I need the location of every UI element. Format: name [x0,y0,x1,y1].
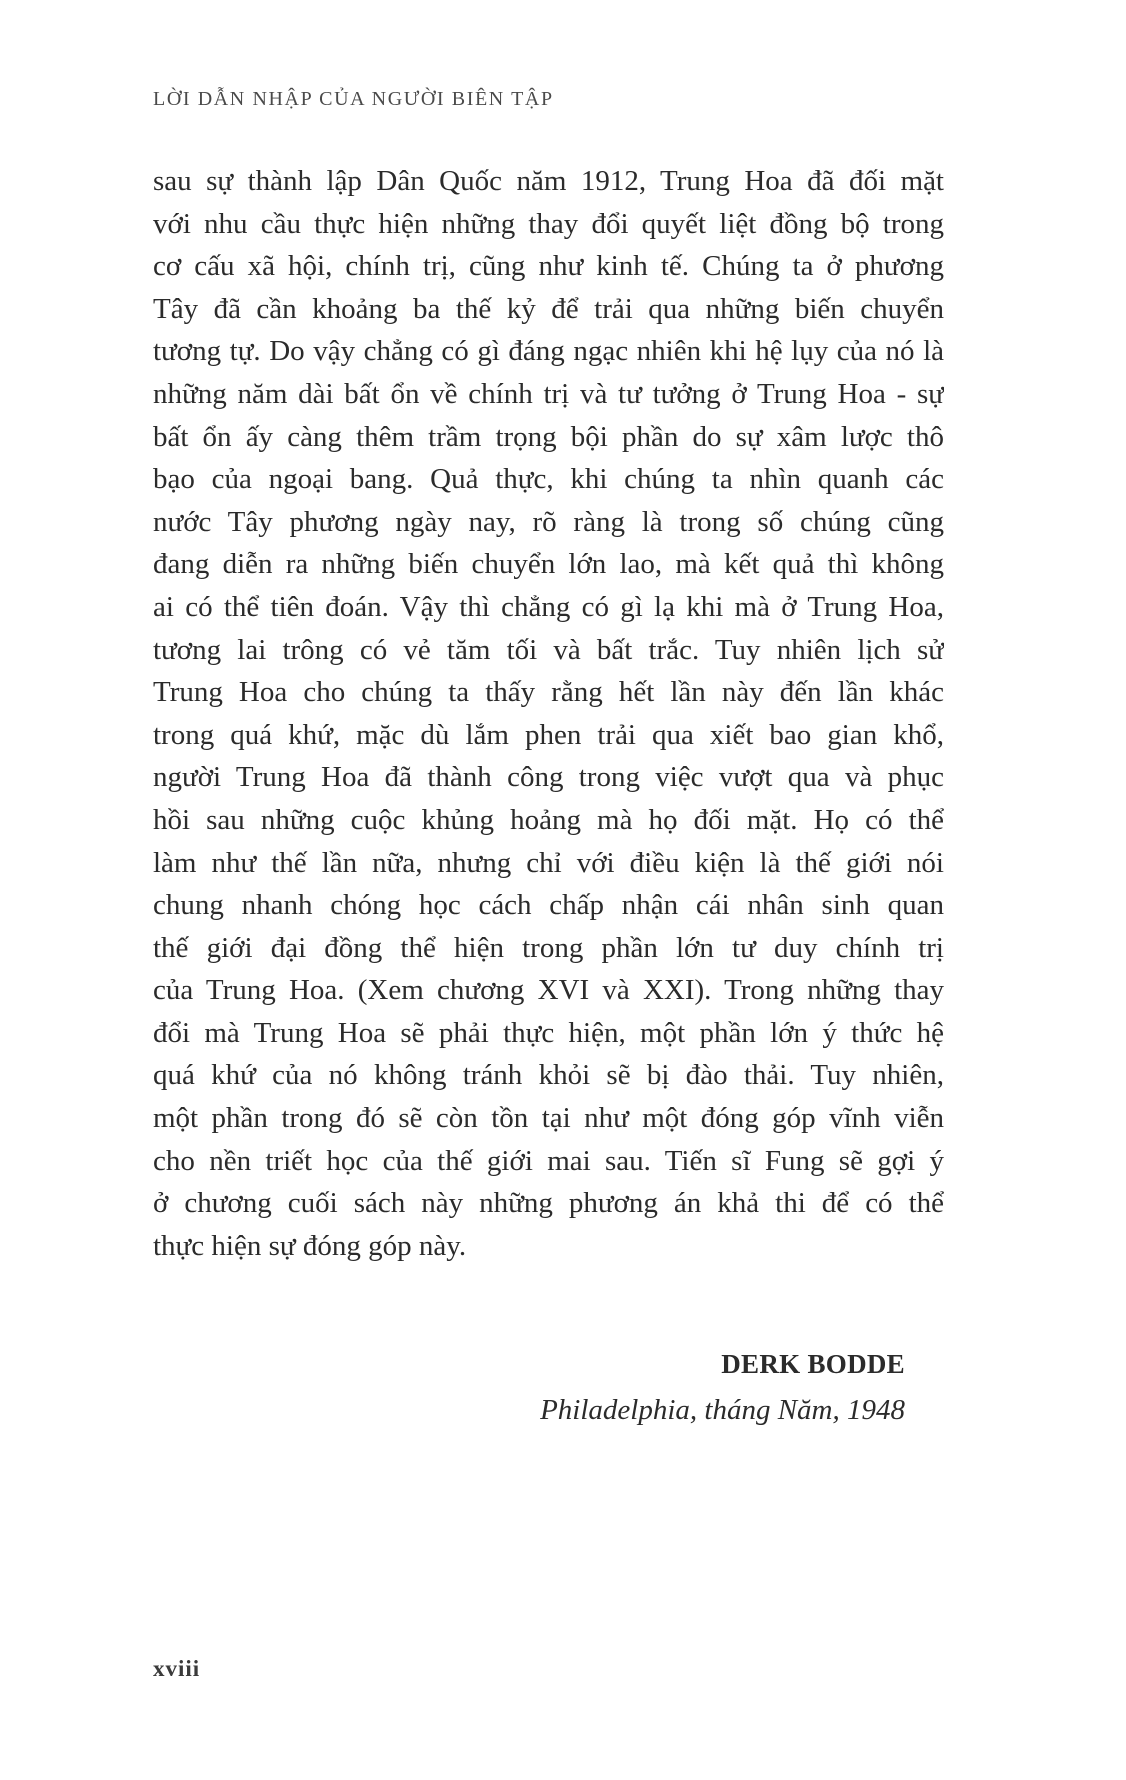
place-date: Philadelphia, tháng Năm, 1948 [540,1394,905,1426]
body-line: nước Tây phương ngày nay, rõ ràng là trong số chúng cũng [153,505,944,538]
body-line: thực hiện sự đóng góp này. [153,1229,467,1262]
body-line: những năm dài bất ổn về chính trị và tư tưởng ở Trung Hoa - sự [153,377,944,410]
body-line: đổi mà Trung Hoa sẽ phải thực hiện, một phần lớn ý thức hệ [153,1016,944,1049]
body-line: trong quá khứ, mặc dù lắm phen trải qua xiết bao gian khổ, [153,718,944,751]
body-line: một phần trong đó sẽ còn tồn tại như một đóng góp vĩnh viễn [153,1102,944,1135]
body-line: đang diễn ra những biến chuyển lớn lao, mà kết quả thì không [153,548,944,581]
body-line: Trung Hoa cho chúng ta thấy rằng hết lần này đến lần khác [153,676,944,709]
body-line: thế giới đại đồng thể hiện trong phần lớn tư duy chính trị [153,931,944,964]
body-line: người Trung Hoa đã thành công trong việc vượt qua và phục [153,761,944,794]
body-line: của Trung Hoa. (Xem chương XVI và XXI). Trong những thay [153,974,944,1007]
body-line: ở chương cuối sách này những phương án khả thi để có thể [153,1187,944,1220]
body-line: chung nhanh chóng học cách chấp nhận cái nhân sinh quan [153,889,944,922]
body-line: Tây đã cần khoảng ba thế kỷ để trải qua những biến chuyển [153,292,944,325]
body-line: cơ cấu xã hội, chính trị, cũng như kinh tế. Chúng ta ở phương [153,250,944,283]
body-line: tương lai trông có vẻ tăm tối và bất trắc. Tuy nhiên lịch sử [153,633,944,666]
signature-block [540,1344,905,1436]
body-line: cho nền triết học của thế giới mai sau. Tiến sĩ Fung sẽ gợi ý [153,1144,944,1177]
body-line: với nhu cầu thực hiện những thay đổi quyết liệt đồng bộ trong [153,207,944,240]
body-line: làm như thế lần nữa, nhưng chỉ với điều kiện là thế giới nói [153,846,944,879]
body-line: bất ổn ấy càng thêm trầm trọng bội phần do sự xâm lược thô [153,420,944,453]
body-line: tương tự. Do vậy chẳng có gì đáng ngạc nhiên khi hệ lụy của nó là [153,335,944,368]
body-line: quá khứ của nó không tránh khỏi sẽ bị đào thải. Tuy nhiên, [153,1059,944,1092]
body-line: bạo của ngoại bang. Quả thực, khi chúng ta nhìn quanh các [153,463,944,496]
body-line: sau sự thành lập Dân Quốc năm 1912, Trung Hoa đã đối mặt [153,165,944,197]
running-header: LỜI DẪN NHẬP CỦA NGƯỜI BIÊN TẬP [153,88,554,110]
author-name: DERK BODDE [721,1349,905,1379]
body-paragraph [153,160,944,1267]
page-number: xviii [153,1656,201,1681]
body-line: ai có thể tiên đoán. Vậy thì chẳng có gì lạ khi mà ở Trung Hoa, [153,590,944,623]
body-line: hồi sau những cuộc khủng hoảng mà họ đối mặt. Họ có thể [153,803,944,836]
